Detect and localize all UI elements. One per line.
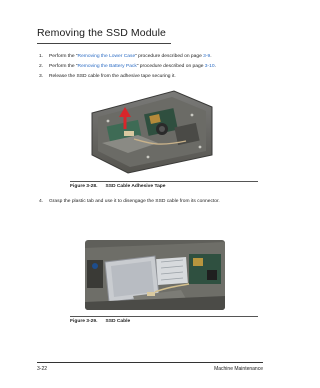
figure-label: Figure 3-28. [70,184,98,189]
step-number: 3. [39,74,44,79]
link-removing-battery-pack[interactable]: Removing the Battery Pack [77,64,137,69]
link-removing-lower-case[interactable]: Removing the Lower Case [77,54,136,59]
figure-caption-text: SSD Cable Adhesive Tape [105,184,166,189]
step-1 [37,52,277,62]
figure-label: Figure 3-29. [70,319,98,324]
page-title: Removing the SSD Module [37,27,166,39]
step-3 [37,72,277,82]
caption-rule [70,181,258,182]
footer-page-number: 3-22 [37,366,48,372]
step-text-after: . [210,54,212,59]
step-4 [37,197,277,207]
step-number: 1. [39,54,44,59]
steps-list-continued [37,197,277,207]
step-text-middle: ” procedure described on page [135,54,204,59]
title-underline [37,43,171,44]
step-text: Release the SSD cable from the adhesive tape securing it. [49,74,176,79]
step-2 [37,62,277,72]
step-text-after: . [214,64,216,69]
footer-rule [37,362,263,363]
figure-caption-text: SSD Cable [105,319,131,324]
figure-ssd-cable-adhesive-tape [88,85,216,175]
step-text-before: Perform the “ [49,64,78,69]
figure-ssd-cable [85,240,225,310]
figure-caption [70,184,166,189]
step-number: 2. [39,64,44,69]
figure-caption [70,319,130,324]
caption-rule [70,316,258,317]
step-number: 4. [39,199,44,204]
step-text: Grasp the plastic tab and use it to disengage the SSD cable from its connector. [49,199,220,204]
step-text-before: Perform the “ [49,54,78,59]
link-page-3-10[interactable]: 3-10 [204,64,215,69]
step-text-middle: ” procedure described on page [136,64,205,69]
footer-section: Machine Maintenance [214,366,263,372]
link-page-3-9[interactable]: 3-9 [203,54,211,59]
steps-list [37,52,277,82]
